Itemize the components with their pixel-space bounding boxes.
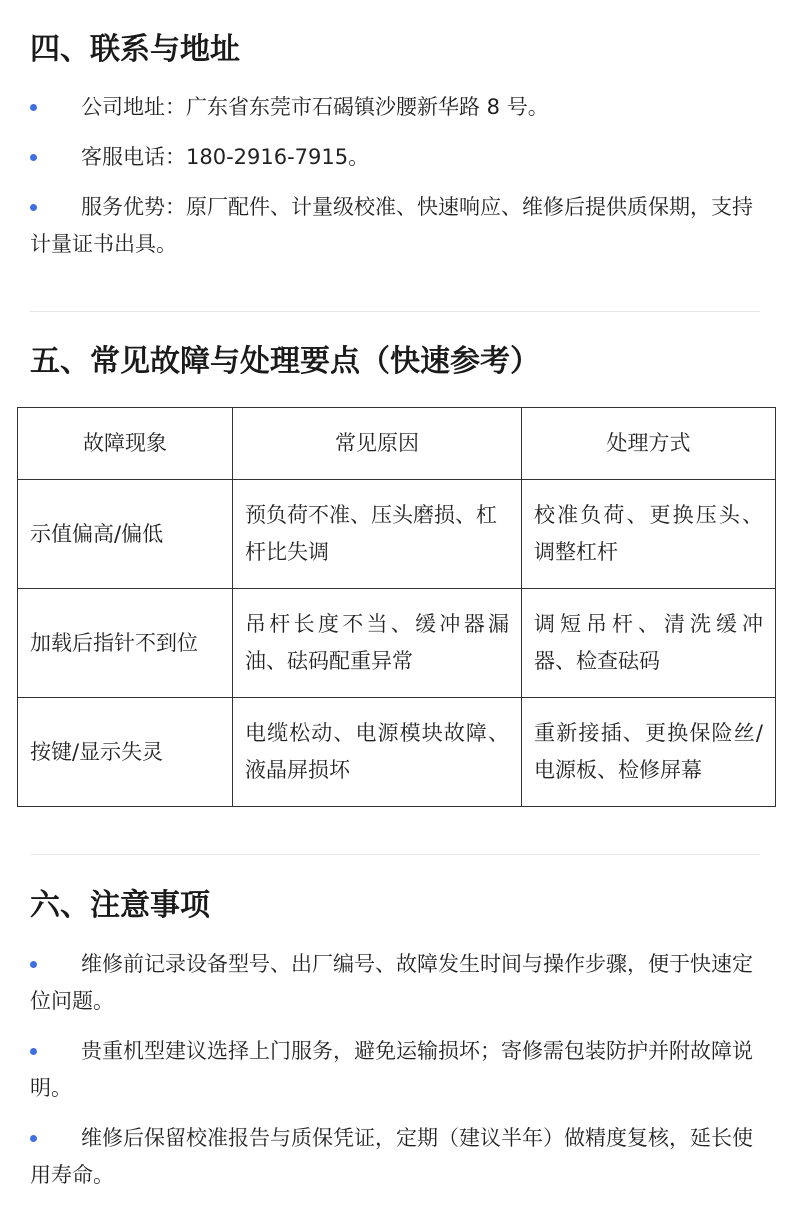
note-text: 维修后保留校准报告与质保凭证，定期（建议半年）做精度复核，延长使用寿命。	[30, 1126, 753, 1187]
contact-advantage-text: 服务优势：原厂配件、计量级校准、快速响应、维修后提供质保期，支持计量证书出具。	[30, 195, 753, 256]
table-row	[18, 698, 776, 807]
solution-cell: 调短吊杆、清洗缓冲器、检查砝码	[522, 589, 776, 698]
bullet-dot-icon	[30, 961, 37, 968]
cause-cell: 预负荷不准、压头磨损、杠杆比失调	[233, 480, 522, 589]
bullet-dot-icon	[30, 204, 37, 211]
note-text: 维修前记录设备型号、出厂编号、故障发生时间与操作步骤，便于快速定位问题。	[30, 952, 753, 1013]
cause-cell: 电缆松动、电源模块故障、液晶屏损坏	[233, 698, 522, 807]
cause-cell: 吊杆长度不当、缓冲器漏油、砝码配重异常	[233, 589, 522, 698]
contact-advantage-item	[30, 189, 760, 263]
note-item	[30, 1033, 760, 1107]
contact-section-title: 四、联系与地址	[30, 32, 240, 67]
symptom-cell: 按键/显示失灵	[18, 698, 233, 807]
symptom-cell: 加载后指针不到位	[18, 589, 233, 698]
note-item	[30, 946, 760, 1020]
section-divider	[30, 854, 760, 855]
bullet-dot-icon	[30, 104, 37, 111]
bullet-dot-icon	[30, 154, 37, 161]
symptom-cell: 示值偏高/偏低	[18, 480, 233, 589]
bullet-dot-icon	[30, 1048, 37, 1055]
note-text: 贵重机型建议选择上门服务，避免运输损坏；寄修需包装防护并附故障说明。	[30, 1039, 753, 1100]
solution-cell: 重新接插、更换保险丝/电源板、检修屏幕	[522, 698, 776, 807]
fault-table	[17, 407, 776, 807]
header-cause: 常见原因	[233, 408, 522, 480]
table-row	[18, 480, 776, 589]
solution-cell: 校准负荷、更换压头、调整杠杆	[522, 480, 776, 589]
header-symptom: 故障现象	[18, 408, 233, 480]
contact-phone-text: 客服电话：180-2916-7915。	[81, 145, 370, 169]
note-item	[30, 1120, 760, 1194]
bullet-dot-icon	[30, 1135, 37, 1142]
contact-address-item	[30, 89, 760, 126]
header-solution: 处理方式	[522, 408, 776, 480]
table-header-row	[18, 408, 776, 480]
section-divider	[30, 311, 760, 312]
contact-phone-item	[30, 139, 760, 176]
faults-section-title: 五、常见故障与处理要点（快速参考）	[30, 344, 540, 379]
notes-section-title: 六、注意事项	[30, 888, 210, 923]
table-row	[18, 589, 776, 698]
contact-address-text: 公司地址：广东省东莞市石碣镇沙腰新华路 8 号。	[81, 95, 549, 119]
